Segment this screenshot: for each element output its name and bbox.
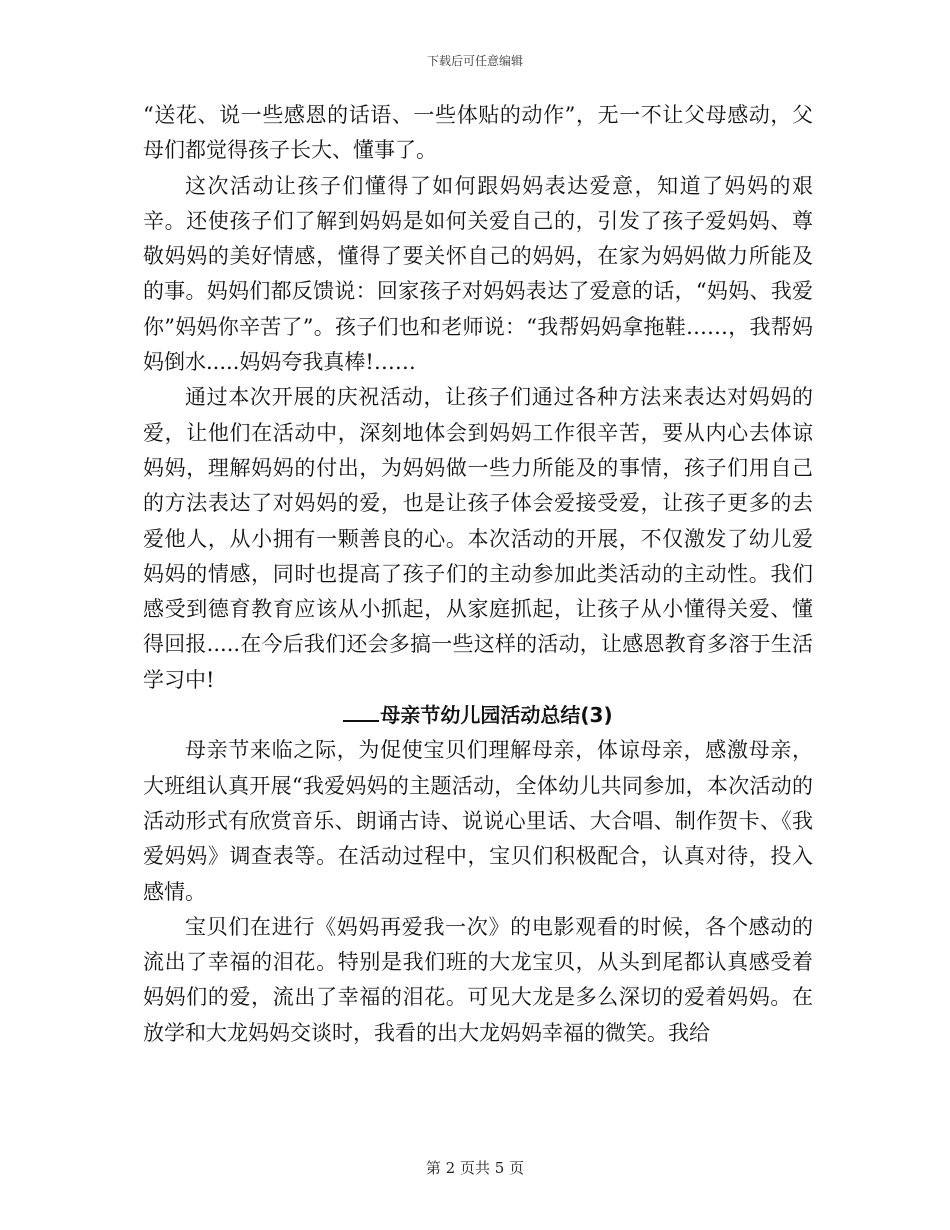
paragraph-continuation: “送花、说一些感恩的话语、一些体贴的动作”，无一不让父母感动，父母们都觉得孩子长大、懂事了。 [143,103,813,163]
title-blank-underline [343,700,379,722]
page-indicator: 第 2 页共 5 页 [425,1159,525,1177]
section-heading [143,698,813,733]
download-note: 下载后可任意编辑 [426,54,523,68]
paragraph-celebration-summary: 通过本次开展的庆祝活动，让孩子们通过各种方法来表达对妈妈的爱，让他们在活动中，深刻地体会到妈妈工作很辛苦，要从内心去体谅妈妈，理解妈妈的付出，为妈妈做一些力所能及的事情，孩子们用自己的方法表达了对妈妈的爱，也是让孩子体会爱接受爱，让孩子更多的去爱他人，从小拥有一颗善良的心。本次活动的开展，不仅激发了幼儿爱妈妈的情感，同时也提高了孩子们的主动参加此类活动的主动性。我们感受到德育教育应该从小抓起，从家庭抓起，让孩子从小懂得关爱、懂得回报.....在今后我们还会多搞一些这样的活动，让感恩教育多溶于生活学习中! [143,385,813,692]
document-body [143,98,813,1051]
paragraph-movie-viewing: 宝贝们在进行《妈妈再爱我一次》的电影观看的时候，各个感动的流出了幸福的泪花。特别是我们班的大龙宝贝，从头到尾都认真感受着妈妈们的爱，流出了幸福的泪花。可见大龙是多么深切的爱着妈妈。在放学和大龙妈妈交谈时，我看的出大龙妈妈幸福的微笑。我给 [143,914,813,1045]
paragraph-mothers-day-intro: 母亲节来临之际，为促使宝贝们理解母亲，体谅母亲，感激母亲，大班组认真开展“我爱妈妈的主题活动，全体幼儿共同参加，本次活动的活动形式有欣赏音乐、朗诵古诗、说说心里话、大合唱、制作贺卡、《我爱妈妈》调查表等。在活动过程中，宝贝们积极配合，认真对待，投入感情。 [143,738,813,904]
paragraph-activity-effect: 这次活动让孩子们懂得了如何跟妈妈表达爱意，知道了妈妈的艰辛。还使孩子们了解到妈妈是如何关爱自己的，引发了孩子爱妈妈、尊敬妈妈的美好情感，懂得了要关怀自己的妈妈，在家为妈妈做力所能及的事。妈妈们都反馈说：回家孩子对妈妈表达了爱意的话，“妈妈、我爱你”妈妈你辛苦了”。孩子们也和老师说：“我帮妈妈拿拖鞋……，我帮妈妈倒水.....妈妈夸我真棒!…… [143,173,813,375]
section-heading-text: 母亲节幼儿园活动总结(3) [380,703,613,728]
